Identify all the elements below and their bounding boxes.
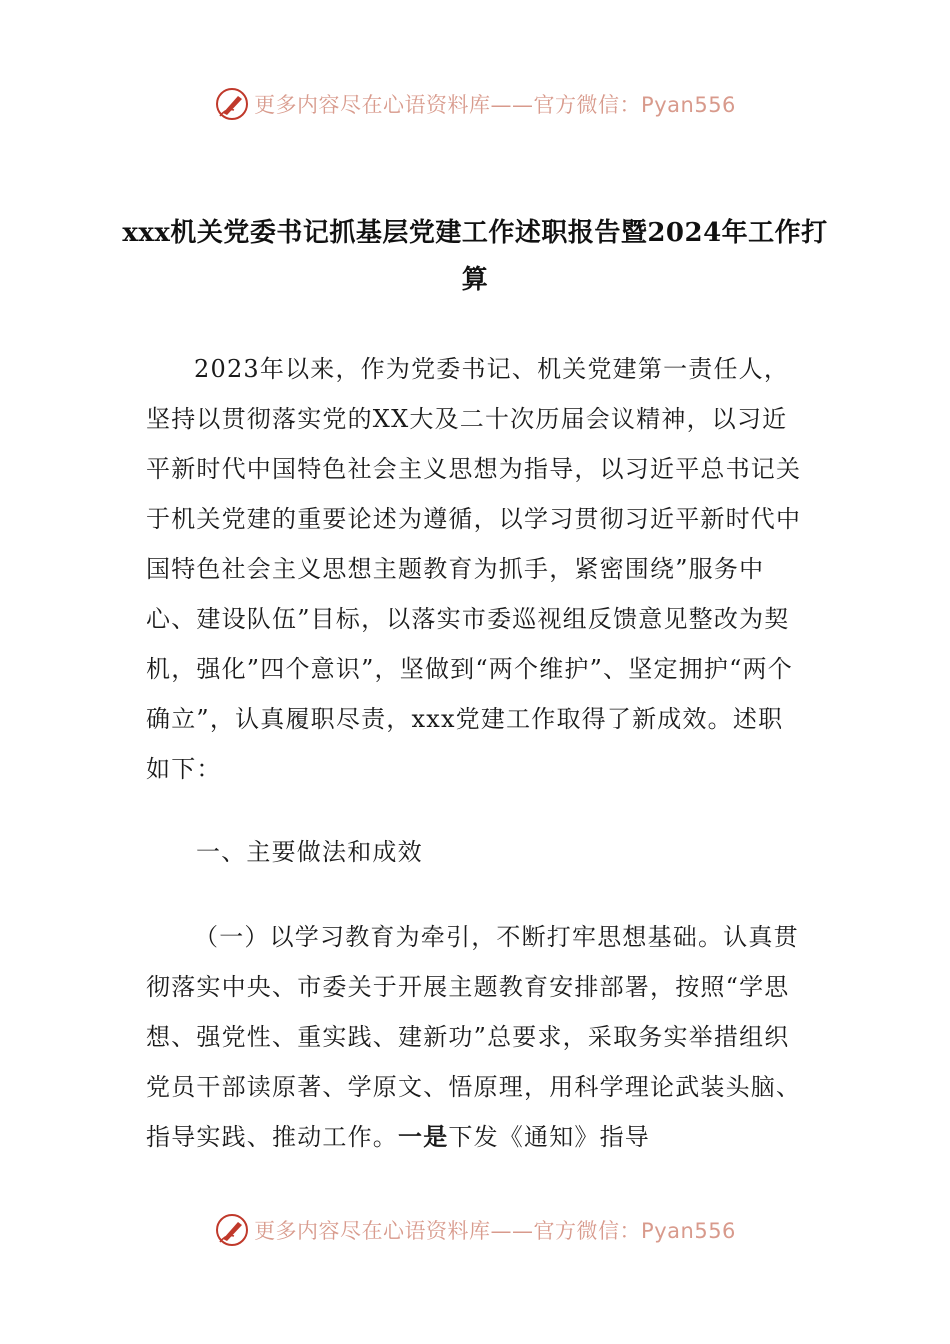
pen-nib-circle-icon: [214, 1212, 250, 1248]
watermark-header: [0, 84, 950, 124]
section-paragraph: [146, 912, 806, 1162]
document-title: xxx机关党委书记抓基层党建工作述职报告暨2024年工作打算: [122, 218, 828, 295]
section-paragraph-bold: 一是: [398, 1122, 449, 1151]
watermark-text: 更多内容尽在心语资料库——官方微信：Pyan556: [254, 93, 736, 117]
watermark-footer: [0, 1210, 950, 1250]
section-heading: 一、主要做法和成效: [196, 838, 423, 866]
pen-nib-circle-icon: [214, 86, 250, 122]
section-paragraph-tail: 下发《通知》指导: [448, 1123, 651, 1151]
section-paragraph-text: （一）以学习教育为牵引，不断打牢思想基础。认真贯彻落实中央、市委关于开展主题教育安排部署，按照“学思想、强党性、重实践、建新功”总要求，采取务实举措组织党员干部读原著、学原文、悟原理，用科学理论武装头脑、指导实践、推动工作。: [146, 923, 802, 1151]
intro-paragraph: 2023年以来，作为党委书记、机关党建第一责任人，坚持以贯彻落实党的XX大及二十次历届会议精神，以习近平新时代中国特色社会主义思想为指导，以习近平总书记关于机关党建的重要论述为遵循，以学习贯彻习近平新时代中国特色社会主义思想主题教育为抓手，紧密围绕”服务中心、建设队伍”目标，以落实市委巡视组反馈意见整改为契机，强化”四个意识”，坚做到“两个维护”、坚定拥护“两个确立”，认真履职尽责，xxx党建工作取得了新成效。述职如下：: [146, 355, 802, 783]
watermark-text: 更多内容尽在心语资料库——官方微信：Pyan556: [254, 1219, 736, 1243]
